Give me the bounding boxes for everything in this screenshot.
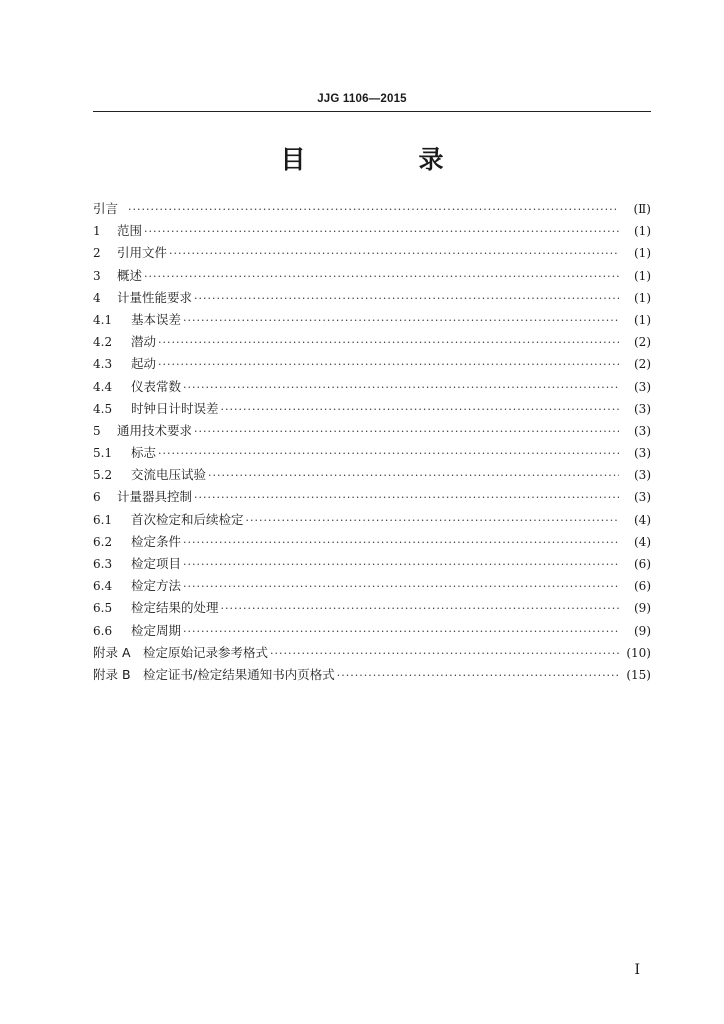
toc-leader-dots [169,243,619,265]
toc-entry-page: (2) [634,335,651,350]
toc-entry-label: 检定结果的处理 [131,600,219,616]
toc-leader-dots [270,643,619,665]
toc-entry-number: 6.5 [93,601,113,616]
toc-entry-page: (1) [634,224,651,239]
toc-entry-number: 4.1 [93,312,113,327]
header-rule [93,111,651,112]
toc-entry-page: (1) [634,246,651,261]
toc-entry-label: 起动 [131,356,157,372]
document-header: JJG 1106—2015 [317,93,407,105]
toc-entry [93,553,651,575]
toc-leader-dots [221,399,619,421]
toc-entry [93,331,651,353]
toc-entry [93,597,651,619]
toc-entry-number: 6 [93,490,101,505]
toc-leader-dots [194,421,619,443]
toc-entry [93,242,651,264]
toc-entry-label: 检定方法 [131,578,182,594]
toc-entry-number: 6.6 [93,623,113,638]
toc-entry [93,464,651,486]
toc-leader-dots [221,598,619,620]
toc-entry-label: 基本误差 [131,311,182,327]
toc-leader-dots [158,443,619,465]
toc-entry [93,531,651,553]
toc-entry [93,486,651,508]
page-number: Ⅰ [634,962,640,978]
toc-entry-number: 6.1 [93,512,113,527]
toc-entry-label: 通用技术要求 [117,422,193,438]
toc-leader-dots [183,554,619,576]
toc-leader-dots [208,465,619,487]
toc-leader-dots [183,310,619,332]
toc-entry-number: 1 [93,224,101,239]
toc-entry-page: (3) [634,468,651,483]
toc-entry-label: 时钟日计时误差 [131,400,219,416]
toc-entry-number: 5 [93,423,101,438]
toc-entry-page: (2) [634,357,651,372]
toc-entry-number: 6.4 [93,579,113,594]
toc-entry-label: 检定项目 [131,556,182,571]
toc-leader-dots [194,487,619,509]
toc-entry-label: 检定周期 [131,622,182,638]
toc-entry [93,287,651,309]
toc-entry-page: (9) [634,623,651,638]
toc-entry-page: (15) [626,667,651,682]
toc-entry-number: 6.3 [93,557,113,571]
toc-entry-page: (Ⅱ) [633,202,651,216]
toc-entry-label: 交流电压试验 [131,467,207,483]
toc-entry-label: 附录 A 检定原始记录参考格式 [93,644,269,660]
toc-entry-label: 附录 B 检定证书/检定结果通知书内页格式 [93,666,335,682]
toc-entry-page: (6) [634,557,651,571]
toc-leader-dots [158,332,619,354]
toc-entry-page: (3) [634,490,651,505]
toc-leader-dots [158,354,619,376]
toc-entry-page: (9) [634,601,651,616]
toc-leader-dots [144,266,619,288]
toc-entry-number: 5.2 [93,468,113,483]
toc-entry-number: 6.2 [93,534,113,549]
toc-entry-number: 5.1 [93,446,113,461]
toc-entry-label: 引用文件 [117,245,168,261]
toc-leader-dots [194,288,619,310]
toc-leader-dots [183,576,619,598]
toc-entry-page: (10) [626,645,651,660]
toc-entry-number: 4.4 [93,379,113,394]
toc-entry [93,575,651,597]
toc-entry [93,376,651,398]
toc-entry-number: 4.2 [93,335,113,350]
toc-entry-number: 4.3 [93,357,113,372]
toc-entry-page: (3) [634,379,651,394]
toc-entry-page: (1) [634,268,651,283]
toc-leader-dots [128,199,619,221]
toc-entry-label: 潜动 [131,334,157,350]
toc-entry-page: (1) [634,290,651,305]
toc-entry [93,309,651,331]
toc-entry-label: 范围 [117,223,143,239]
toc-entry-number: 4.5 [93,401,113,416]
toc-entry-label: 计量器具控制 [117,489,193,505]
toc-entry-label: 计量性能要求 [117,289,193,305]
toc-entry [93,620,651,642]
toc-entry-page: (4) [634,512,651,527]
toc-leader-dots [183,377,619,399]
toc-entry [93,220,651,242]
toc-entry-label: 引言 [93,201,119,216]
toc-entry-label: 首次检定和后续检定 [131,511,244,527]
toc-entry [93,198,651,220]
page-title: 目 录 [280,145,488,174]
toc-leader-dots [183,621,619,643]
toc-entry-page: (1) [634,312,651,327]
toc-leader-dots [337,665,619,687]
toc-entry-page: (3) [634,401,651,416]
toc-entry-page: (6) [634,579,651,594]
toc-entry-label: 检定条件 [131,533,182,549]
toc-entry-page: (4) [634,534,651,549]
toc-entry-label: 概述 [117,267,143,283]
toc-leader-dots [183,532,619,554]
toc-entry [93,398,651,420]
toc-entry [93,265,651,287]
toc-entry-number: 4 [93,290,101,305]
toc-entry [93,353,651,375]
table-of-contents [93,198,651,686]
toc-entry [93,664,651,686]
toc-entry-page: (3) [634,423,651,438]
toc-entry [93,420,651,442]
toc-entry [93,642,651,664]
toc-entry-label: 仪表常数 [131,378,182,394]
toc-entry [93,509,651,531]
toc-entry-label: 标志 [131,445,157,461]
toc-entry-number: 2 [93,246,101,261]
toc-entry-number: 3 [93,268,101,283]
toc-leader-dots [246,510,619,532]
toc-leader-dots [144,221,619,243]
toc-entry-page: (3) [634,446,651,461]
toc-entry [93,442,651,464]
